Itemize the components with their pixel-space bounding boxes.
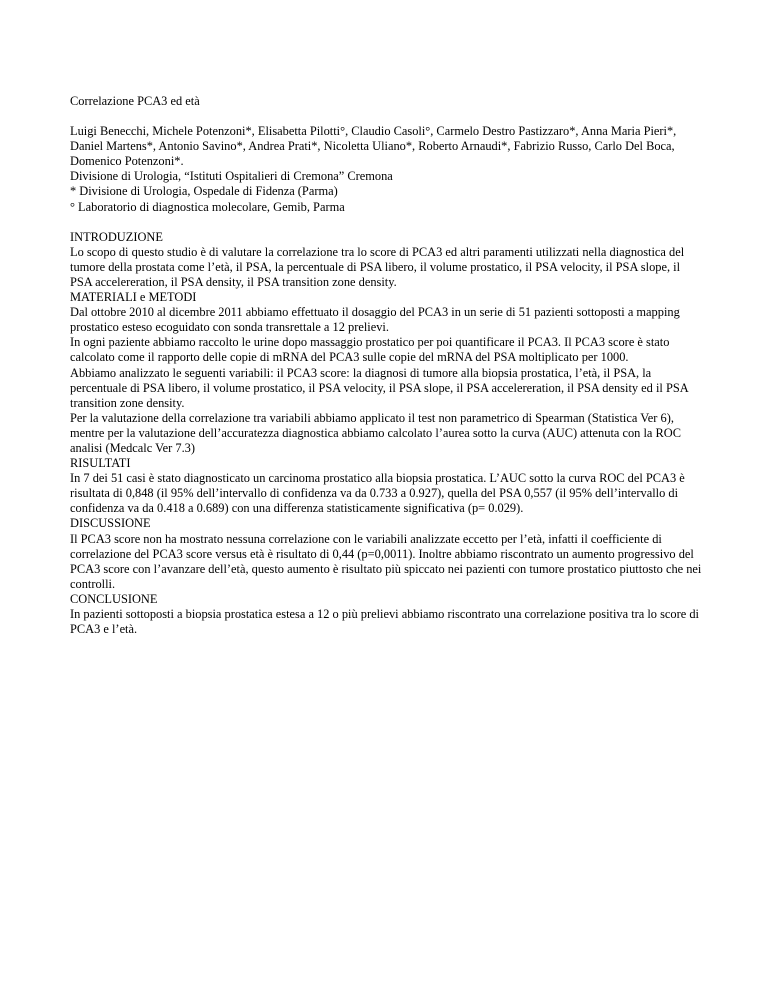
- document-title: Correlazione PCA3 ed età: [70, 94, 200, 108]
- heading-discussione: DISCUSSIONE: [70, 516, 151, 531]
- spacer: [70, 109, 702, 124]
- intro-paragraph: Lo scopo di questo studio è di valutare la correlazione tra lo score di PCA3 ed altri paramenti utilizzati nella diagnostica del tumore della prostata come l’età, il PSA, la percentuale di PSA libero, il volume prostatico, il PSA velocity, il PSA slope, il PSA accelereration, il PSA density, il PSA transition zone density.: [70, 244, 685, 289]
- affiliation-cremona: Divisione di Urologia, “Istituti Ospitalieri di Cremona” Cremona: [70, 169, 393, 184]
- results-paragraph: In 7 dei 51 casi è stato diagnosticato un carcinoma prostatico alla biopsia prostatica. L’AUC sotto la curva ROC del PCA3 è risultata di 0,848 (il 95% dell’intervallo di confidenza va da 0.733 a 0.927), quella del PSA 0,557 (il 95% dell’intervallo di confidenza va da 0.418 a 0.689) con una differenza statisticamente significativa (p= 0.029).: [70, 471, 685, 516]
- author-list: Luigi Benecchi, Michele Potenzoni*, Elisabetta Pilotti°, Claudio Casoli°, Carmelo Destro Pastizzaro*, Anna Maria Pieri*, Daniel Martens*, Antonio Savino*, Andrea Prati*, Nicoletta Uliano*, Roberto Arnaudi*, Fabrizio Russo, Carlo Del Boca, Domenico Potenzoni*.: [70, 124, 677, 169]
- methods-paragraph: Dal ottobre 2010 al dicembre 2011 abbiamo effettuato il dosaggio del PCA3 in un serie di 51 pazienti sottoposti a mapping prostatico esteso ecoguidato con sonda transrettale a 12 prelievi.: [70, 305, 680, 335]
- affiliation-fidenza: * Divisione di Urologia, Ospedale di Fidenza (Parma): [70, 184, 338, 199]
- heading-introduzione: INTRODUZIONE: [70, 229, 163, 244]
- affiliation-gemib: ° Laboratorio di diagnostica molecolare, Gemib, Parma: [70, 199, 345, 214]
- discussion-paragraph: Il PCA3 score non ha mostrato nessuna correlazione con le variabili analizzate eccetto per l’età, infatti il coefficiente di correlazione del PCA3 score versus età è risultato di 0,44 (p=0,0011). Inoltre abbiamo riscontrato un aumento progressivo del PCA3 score con l’avanzare dell’età, questo aumento è risultato più spiccato nei pazienti con tumore prostatico piuttosto che nei controlli.: [70, 531, 702, 591]
- heading-conclusione: CONCLUSIONE: [70, 591, 158, 606]
- methods-paragraph: In ogni paziente abbiamo raccolto le urine dopo massaggio prostatico per poi quantificare il PCA3. Il PCA3 score è stato calcolato come il rapporto delle copie di mRNA del PCA3 sulle copie del mRNA del PSA moltiplicato per 1000.: [70, 335, 670, 365]
- spacer: [70, 215, 702, 230]
- methods-paragraph: Abbiamo analizzato le seguenti variabili: il PCA3 score: la diagnosi di tumore alla biopsia prostatica, l’età, il PSA, la percentuale di PSA libero, il volume prostatico, il PSA velocity, il PSA slope, il PSA accelereration, il PSA density ed il PSA transition zone density.: [70, 365, 689, 410]
- conclusion-paragraph: In pazienti sottoposti a biopsia prostatica estesa a 12 o più prelievi abbiamo riscontrato una correlazione positiva tra lo score di PCA3 e l’età.: [70, 607, 699, 637]
- document-page: [70, 94, 702, 637]
- heading-materiali-metodi: MATERIALI e METODI: [70, 290, 197, 305]
- heading-risultati: RISULTATI: [70, 456, 131, 471]
- methods-paragraph: Per la valutazione della correlazione tra variabili abbiamo applicato il test non parametrico di Spearman (Statistica Ver 6), mentre per la valutazione dell’accuratezza diagnostica abbiamo calcolato l’aurea sotto la curva (AUC) attenuta con la ROC analisi (Medcalc Ver 7.3): [70, 410, 681, 455]
